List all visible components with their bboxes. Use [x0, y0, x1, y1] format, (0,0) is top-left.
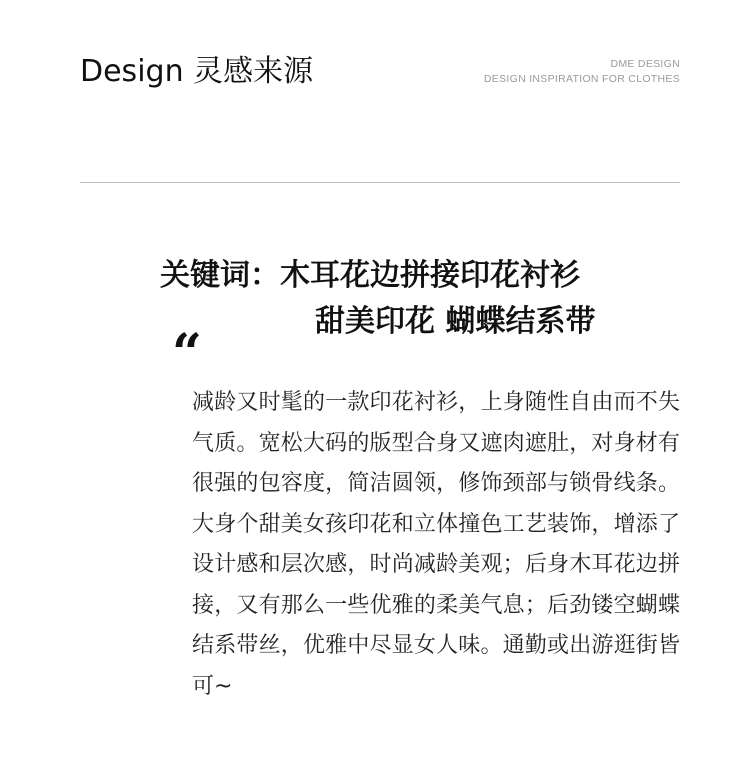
keywords-heading	[160, 253, 680, 345]
brand-name: DME DESIGN	[610, 58, 680, 70]
page-title: Design 灵感来源	[80, 54, 314, 89]
brand-subtitle: DESIGN INSPIRATION FOR CLOTHES	[483, 73, 680, 85]
keywords-line-1: 关键词：木耳花边拼接印花衬衫	[160, 258, 580, 293]
keywords-line-2: 甜美印花 蝴蝶结系带	[315, 304, 596, 339]
brand-tagline	[484, 57, 680, 87]
quote-mark-icon: “	[172, 323, 202, 384]
description-paragraph: 减龄又时髦的一款印花衬衫，上身随性自由而不失气质。宽松大码的版型合身又遮肉遮肚，对身材有很强的包容度，简洁圆领，修饰颈部与锁骨线条。大身个甜美女孩印花和立体撞色工艺装饰，增添了设计感和层次感，时尚减龄美观；后身木耳花边拼接，又有那么一些优雅的柔美气息；后劲镂空蝴蝶结系带丝，优雅中尽显女人味。通勤或出游逛街皆可~	[192, 390, 680, 699]
header-divider	[80, 182, 680, 183]
